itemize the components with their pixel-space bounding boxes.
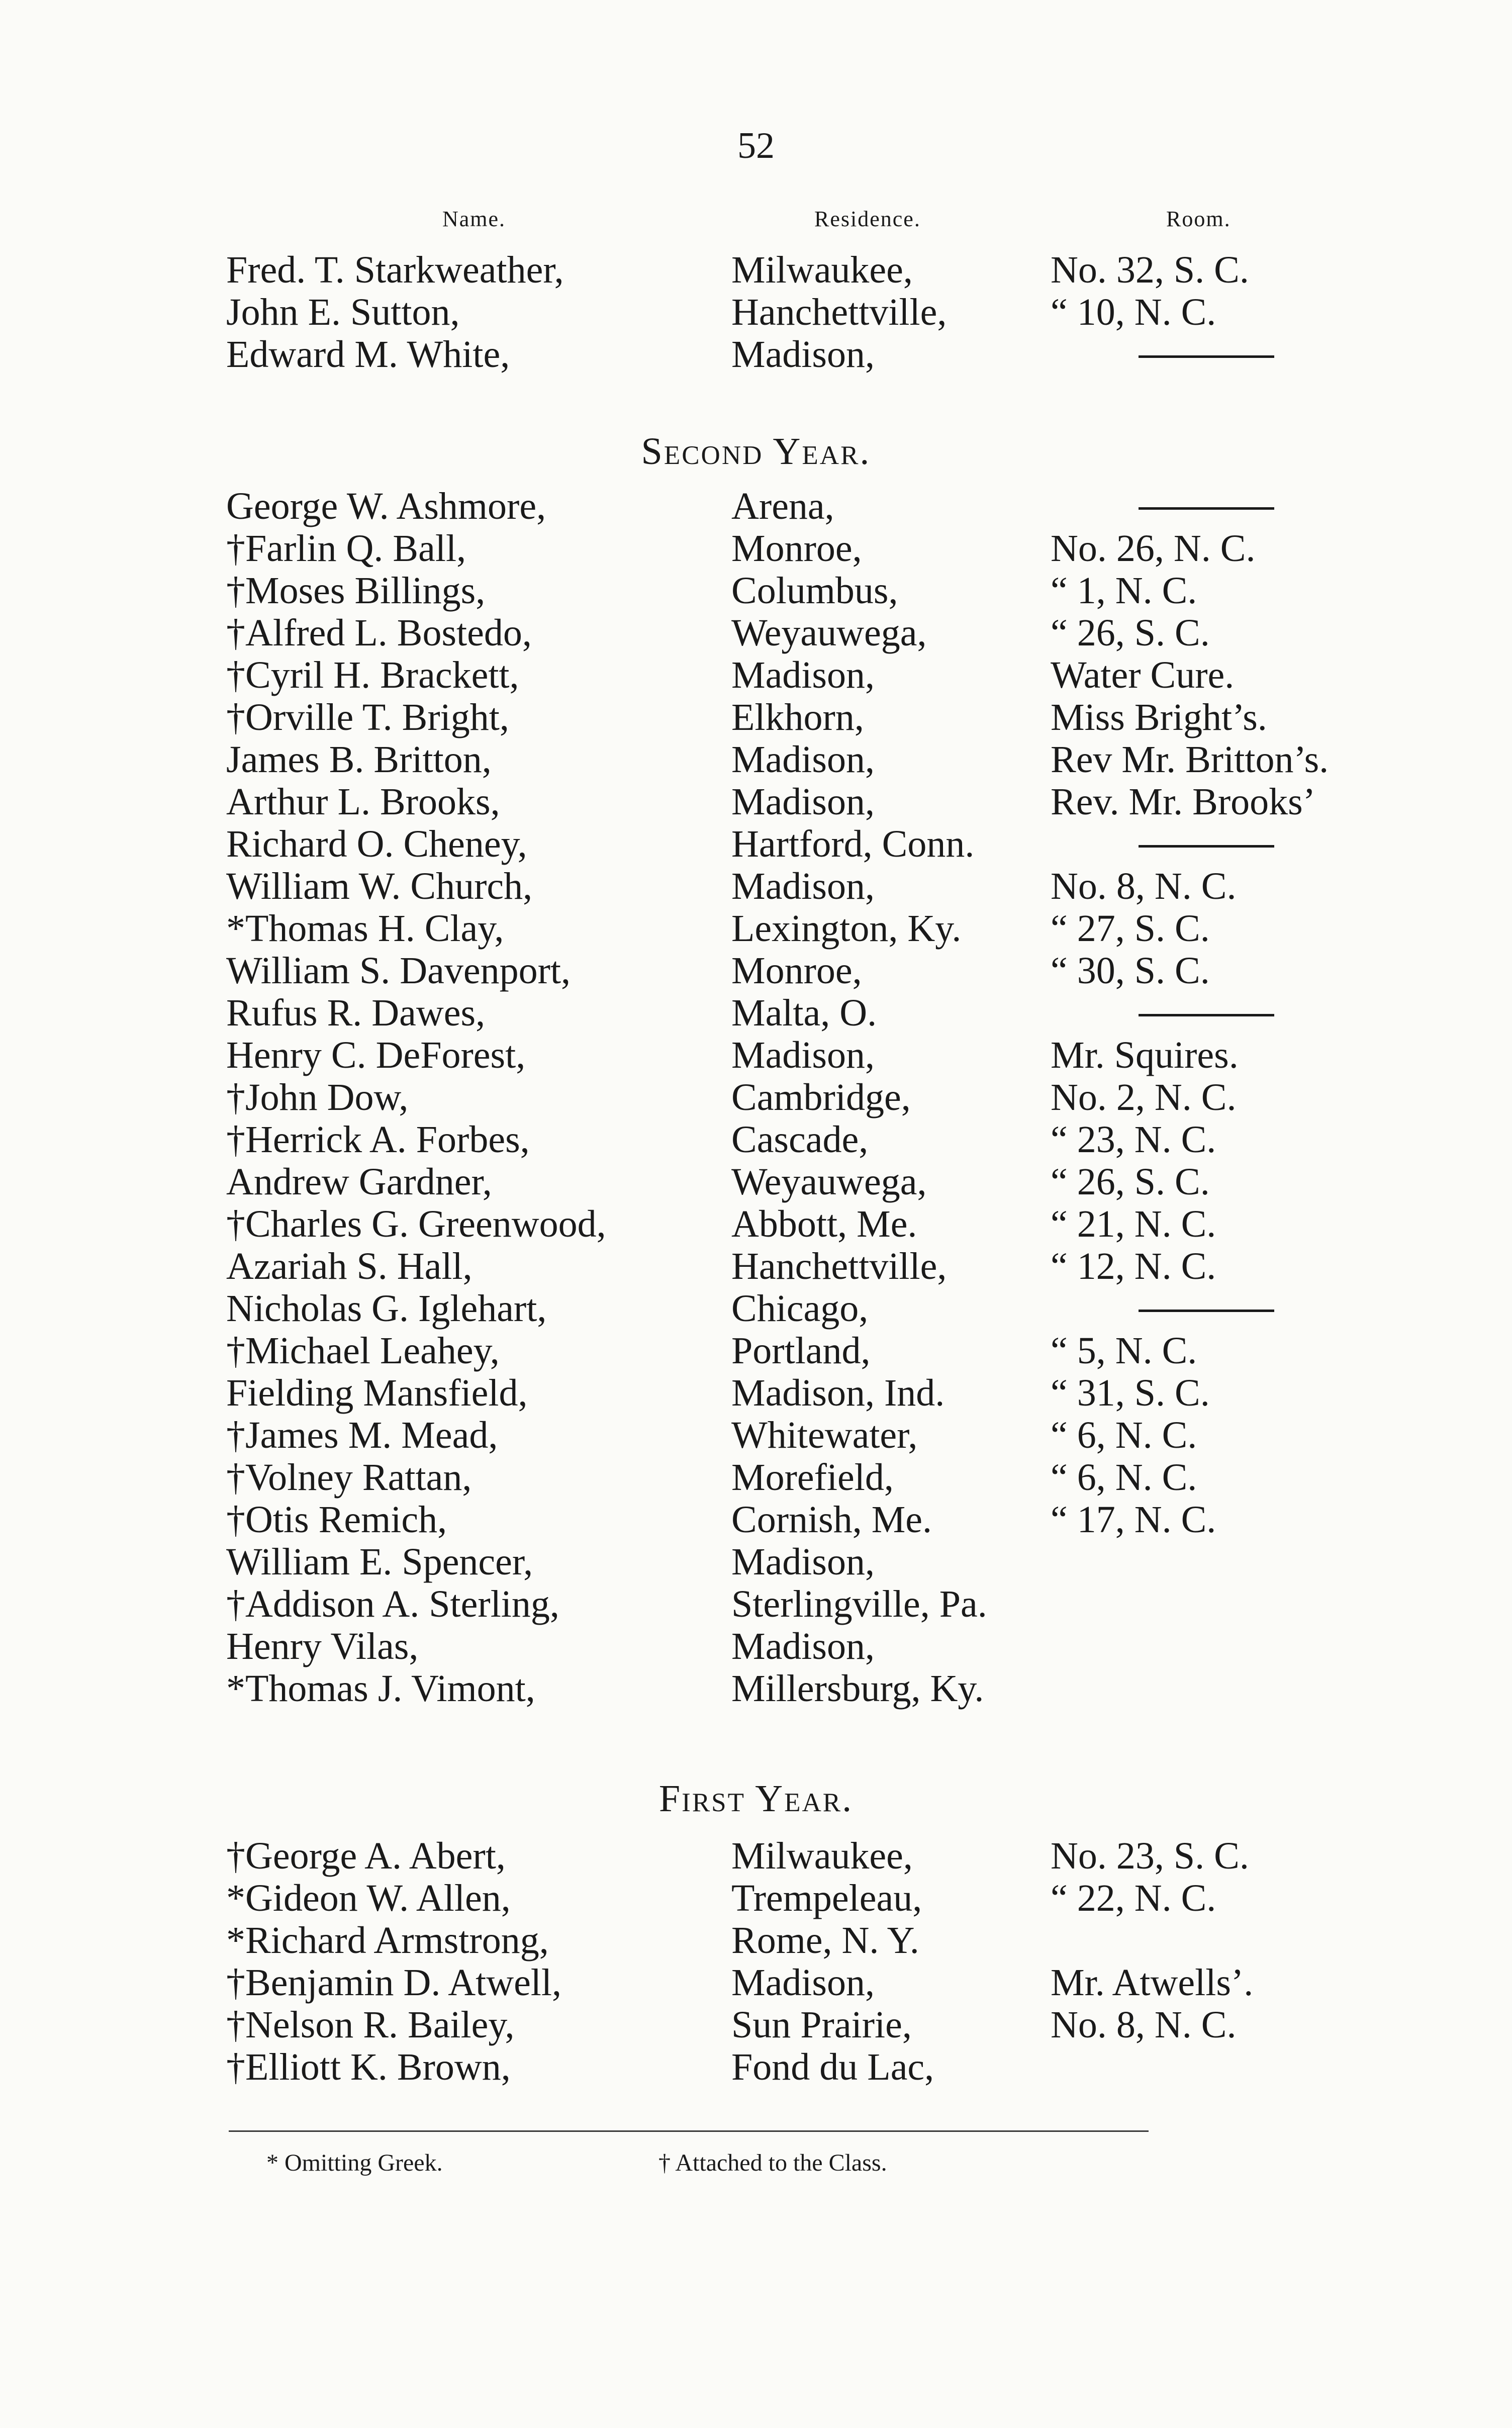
student-room: No. 8, N. C.	[1051, 2004, 1237, 2046]
student-name: †Addison A. Sterling,	[226, 1583, 559, 1625]
student-residence: Whitewater,	[731, 1414, 918, 1456]
student-row	[0, 1919, 1512, 1962]
student-row	[0, 1456, 1512, 1499]
student-room: “ 23, N. C.	[1051, 1118, 1216, 1161]
student-room: “ 26, S. C.	[1051, 612, 1210, 654]
student-row	[0, 1076, 1512, 1118]
room-dash	[1139, 1310, 1274, 1312]
student-name: †Elliott K. Brown,	[226, 2046, 511, 2088]
student-row	[0, 1161, 1512, 1203]
student-name: †Moses Billings,	[226, 570, 486, 612]
student-row	[0, 1118, 1512, 1161]
student-name: *Thomas H. Clay,	[226, 907, 504, 950]
student-name: Andrew Gardner,	[226, 1161, 492, 1203]
student-row	[0, 1203, 1512, 1245]
student-name: †John Dow,	[226, 1076, 409, 1118]
student-row	[0, 1835, 1512, 1877]
student-room: No. 32, S. C.	[1051, 249, 1249, 291]
student-residence: Milwaukee,	[731, 1835, 913, 1877]
student-row	[0, 1877, 1512, 1919]
student-name: Edward M. White,	[226, 333, 510, 376]
student-residence: Weyauwega,	[731, 612, 927, 654]
student-row	[0, 823, 1512, 865]
student-residence: Madison, Ind.	[731, 1372, 945, 1414]
student-name: †Cyril H. Brackett,	[226, 654, 519, 696]
student-room: “ 26, S. C.	[1051, 1161, 1210, 1203]
student-residence: Cambridge,	[731, 1076, 911, 1118]
student-room: “ 31, S. C.	[1051, 1372, 1210, 1414]
student-name: †Volney Rattan,	[226, 1456, 472, 1499]
student-residence: Lexington, Ky.	[731, 907, 962, 950]
student-name: John E. Sutton,	[226, 291, 460, 333]
student-row	[0, 333, 1512, 376]
student-row	[0, 570, 1512, 612]
student-name: †Nelson R. Bailey,	[226, 2004, 515, 2046]
student-name: †James M. Mead,	[226, 1414, 498, 1456]
student-residence: Hanchettville,	[731, 1245, 947, 1287]
room-dash	[1139, 355, 1274, 358]
student-name: †George A. Abert,	[226, 1835, 506, 1877]
student-residence: Portland,	[731, 1330, 871, 1372]
student-name: †Farlin Q. Ball,	[226, 527, 466, 570]
student-row	[0, 865, 1512, 907]
student-residence: Cornish, Me.	[731, 1499, 932, 1541]
student-row	[0, 1245, 1512, 1287]
student-row	[0, 485, 1512, 527]
student-row	[0, 950, 1512, 992]
student-name: William W. Church,	[226, 865, 533, 907]
student-name: William E. Spencer,	[226, 1541, 533, 1583]
student-residence: Weyauwega,	[731, 1161, 927, 1203]
student-row	[0, 1372, 1512, 1414]
student-room: “ 6, N. C.	[1051, 1414, 1197, 1456]
student-residence: Madison,	[731, 1625, 875, 1667]
student-row	[0, 1499, 1512, 1541]
room-dash	[1139, 845, 1274, 848]
student-residence: Morefield,	[731, 1456, 894, 1499]
student-row	[0, 696, 1512, 738]
student-name: †Michael Leahey,	[226, 1330, 500, 1372]
student-residence: Madison,	[731, 1541, 875, 1583]
column-headers	[0, 206, 1512, 241]
student-name: Fielding Mansfield,	[226, 1372, 528, 1414]
student-room: “ 30, S. C.	[1051, 950, 1210, 992]
first-year-heading: First Year.	[658, 1778, 854, 1820]
student-row	[0, 612, 1512, 654]
student-row	[0, 1414, 1512, 1456]
student-row	[0, 1034, 1512, 1076]
student-room: “ 10, N. C.	[1051, 291, 1216, 333]
student-name: Nicholas G. Iglehart,	[226, 1287, 547, 1330]
student-name: Arthur L. Brooks,	[226, 781, 500, 823]
student-residence: Abbott, Me.	[731, 1203, 917, 1245]
student-residence: Arena,	[731, 485, 834, 527]
student-room: Rev Mr. Britton’s.	[1051, 738, 1329, 781]
student-row	[0, 992, 1512, 1034]
student-residence: Chicago,	[731, 1287, 869, 1330]
student-name: †Herrick A. Forbes,	[226, 1118, 530, 1161]
student-row	[0, 291, 1512, 333]
student-name: William S. Davenport,	[226, 950, 571, 992]
student-row	[0, 2004, 1512, 2046]
student-name: †Charles G. Greenwood,	[226, 1203, 606, 1245]
student-residence: Milwaukee,	[731, 249, 913, 291]
student-name: Rufus R. Dawes,	[226, 992, 486, 1034]
second-year-list	[0, 485, 1512, 1710]
student-room: “ 5, N. C.	[1051, 1330, 1197, 1372]
residence-column-header: Residence.	[814, 207, 921, 231]
student-room: Mr. Atwells’.	[1051, 1962, 1254, 2004]
page-number: 52	[737, 125, 775, 166]
student-residence: Hanchettville,	[731, 291, 947, 333]
student-residence: Madison,	[731, 781, 875, 823]
student-residence: Madison,	[731, 333, 875, 376]
student-room: Rev. Mr. Brooks’	[1051, 781, 1316, 823]
footnotes	[0, 2149, 1512, 2184]
student-row	[0, 738, 1512, 781]
student-residence: Rome, N. Y.	[731, 1919, 919, 1962]
student-row	[0, 249, 1512, 291]
footnote-attached: † Attached to the Class.	[658, 2150, 887, 2176]
student-row	[0, 1541, 1512, 1583]
student-room: “ 1, N. C.	[1051, 570, 1197, 612]
footnote-omitting-greek: * Omitting Greek.	[266, 2150, 443, 2176]
student-room: “ 27, S. C.	[1051, 907, 1210, 950]
student-room: “ 12, N. C.	[1051, 1245, 1216, 1287]
student-residence: Madison,	[731, 865, 875, 907]
student-residence: Columbus,	[731, 570, 898, 612]
student-room: No. 23, S. C.	[1051, 1835, 1249, 1877]
student-room: Mr. Squires.	[1051, 1034, 1239, 1076]
student-row	[0, 1583, 1512, 1625]
student-name: *Gideon W. Allen,	[226, 1877, 511, 1919]
student-name: †Alfred L. Bostedo,	[226, 612, 532, 654]
student-residence: Madison,	[731, 1962, 875, 2004]
student-row	[0, 1287, 1512, 1330]
student-room: No. 2, N. C.	[1051, 1076, 1237, 1118]
continued-class-list	[0, 249, 1512, 376]
student-name: Henry C. DeForest,	[226, 1034, 526, 1076]
student-residence: Madison,	[731, 738, 875, 781]
student-residence: Fond du Lac,	[731, 2046, 934, 2088]
student-residence: Hartford, Conn.	[731, 823, 975, 865]
student-room: No. 26, N. C.	[1051, 527, 1256, 570]
room-dash	[1139, 507, 1274, 510]
student-name: †Orville T. Bright,	[226, 696, 509, 738]
student-row	[0, 527, 1512, 570]
student-name: Azariah S. Hall,	[226, 1245, 472, 1287]
student-row	[0, 1330, 1512, 1372]
student-residence: Madison,	[731, 654, 875, 696]
student-room: “ 22, N. C.	[1051, 1877, 1216, 1919]
student-name: †Benjamin D. Atwell,	[226, 1962, 562, 2004]
student-residence: Monroe,	[731, 950, 862, 992]
room-dash	[1139, 1014, 1274, 1016]
student-residence: Monroe,	[731, 527, 862, 570]
student-residence: Madison,	[731, 1034, 875, 1076]
student-residence: Millersburg, Ky.	[731, 1667, 984, 1710]
student-name: Fred. T. Starkweather,	[226, 249, 564, 291]
student-residence: Trempeleau,	[731, 1877, 922, 1919]
student-residence: Sun Prairie,	[731, 2004, 912, 2046]
second-year-heading: Second Year.	[641, 430, 871, 473]
student-residence: Elkhorn,	[731, 696, 864, 738]
student-room: “ 17, N. C.	[1051, 1499, 1216, 1541]
student-room: “ 6, N. C.	[1051, 1456, 1197, 1499]
student-row	[0, 654, 1512, 696]
student-room: Water Cure.	[1051, 654, 1235, 696]
student-row	[0, 907, 1512, 950]
student-row	[0, 1962, 1512, 2004]
student-name: George W. Ashmore,	[226, 485, 546, 527]
student-row	[0, 781, 1512, 823]
first-year-list	[0, 1835, 1512, 2088]
student-room: Miss Bright’s.	[1051, 696, 1267, 738]
student-name: Richard O. Cheney,	[226, 823, 527, 865]
student-residence: Malta, O.	[731, 992, 877, 1034]
student-residence: Cascade,	[731, 1118, 869, 1161]
student-residence: Sterlingville, Pa.	[731, 1583, 987, 1625]
student-name: *Thomas J. Vimont,	[226, 1667, 535, 1710]
student-row	[0, 1625, 1512, 1667]
room-column-header: Room.	[1166, 207, 1231, 231]
name-column-header: Name.	[442, 207, 506, 231]
student-name: †Otis Remich,	[226, 1499, 447, 1541]
student-row	[0, 2046, 1512, 2088]
footnote-rule	[229, 2130, 1149, 2132]
student-name: James B. Britton,	[226, 738, 492, 781]
student-name: Henry Vilas,	[226, 1625, 419, 1667]
student-name: *Richard Armstrong,	[226, 1919, 549, 1962]
student-room: “ 21, N. C.	[1051, 1203, 1216, 1245]
student-room: No. 8, N. C.	[1051, 865, 1237, 907]
student-row	[0, 1667, 1512, 1710]
